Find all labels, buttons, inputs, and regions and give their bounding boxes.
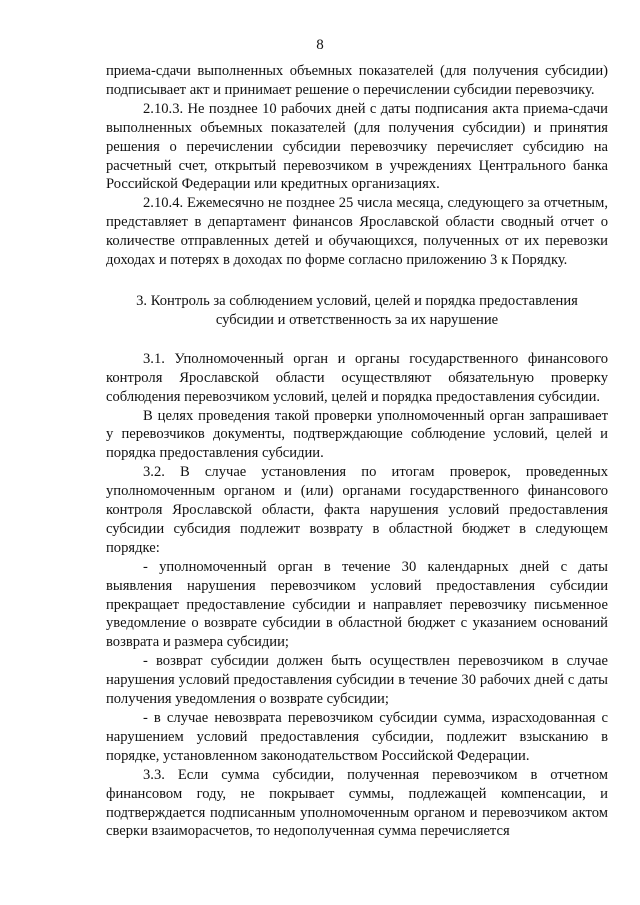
page-number: 8 [316, 37, 324, 53]
paragraph-3-1: 3.1. Уполномоченный орган и органы государственного финансового контроля Ярославской области осуществляют обязательную проверку соблюдения перевозчиком условий, целей и порядка предоставления субсидии. [106, 350, 608, 405]
section-heading-line-2: субсидии и ответственность за их нарушение [215, 311, 499, 328]
paragraph-2-10-3: 2.10.3. Не позднее 10 рабочих дней с даты подписания акта приема-сдачи выполненных объемных показателей (для получения субсидии) и принятия решения о перечислении субсидии перевозчику перечисляет субсидию на расчетный счет, открытый перевозчиком в учреждениях Центрального банка Российской Федерации или кредитных организациях. [106, 100, 608, 193]
list-item-recovery: - в случае невозврата перевозчиком субсидии сумма, израсходованная с нарушением условий предоставления субсидии, подлежит взысканию в порядке, установленном законодательством Российской Федерации. [106, 710, 608, 764]
section-heading [106, 292, 608, 330]
list-item-return: - возврат субсидии должен быть осуществлен перевозчиком в случае нарушения условий предоставления субсидии в течение 30 рабочих дней с даты получения уведомления о возврате субсидии; [106, 653, 608, 708]
paragraph-continuation: приема-сдачи выполненных объемных показателей (для получения субсидии) подписывает акт и принимает решение о перечислении субсидии перевозчику. [106, 63, 608, 98]
paragraph-2-10-4: 2.10.4. Ежемесячно не позднее 25 числа месяца, следующего за отчетным, представляет в департамент финансов Ярославской области сводный отчет о количестве отправленных детей и обучающихся, полученных от их перевозки доходах и потерях в доходах по форме согласно приложению 3 к Порядку. [106, 195, 608, 269]
list-item-notification: - уполномоченный орган в течение 30 календарных дней с даты выявления нарушения перевозчиком условий предоставления субсидии прекращает предоставление субсидии и направляет перевозчику письменное уведомление о возврате субсидии в областной бюджет с указанием оснований возврата и размера субсидии; [106, 558, 608, 651]
paragraph-3-2: 3.2. В случае установления по итогам проверок, проведенных уполномоченным органом и (или) органами государственного финансового контроля Ярославской области, факта нарушения условий предоставления субсидии субсидия подлежит возврату в областной бюджет в следующем порядке: [106, 464, 608, 556]
paragraph-3-1-check: В целях проведения такой проверки уполномоченный орган запрашивает у перевозчиков документы, подтверждающие соблюдение условий, целей и порядка предоставления субсидии. [106, 407, 608, 462]
document-body [106, 62, 608, 841]
section-heading-line-1: 3. Контроль за соблюдением условий, целей и порядка предоставления [136, 292, 578, 309]
paragraph-3-3: 3.3. Если сумма субсидии, полученная перевозчиком в отчетном финансовом году, не покрывает суммы, подлежащей компенсации, и подтверждается подписанным уполномоченным органом и перевозчиком актом сверки взаиморасчетов, то недополученная сумма перечисляется [106, 766, 608, 840]
